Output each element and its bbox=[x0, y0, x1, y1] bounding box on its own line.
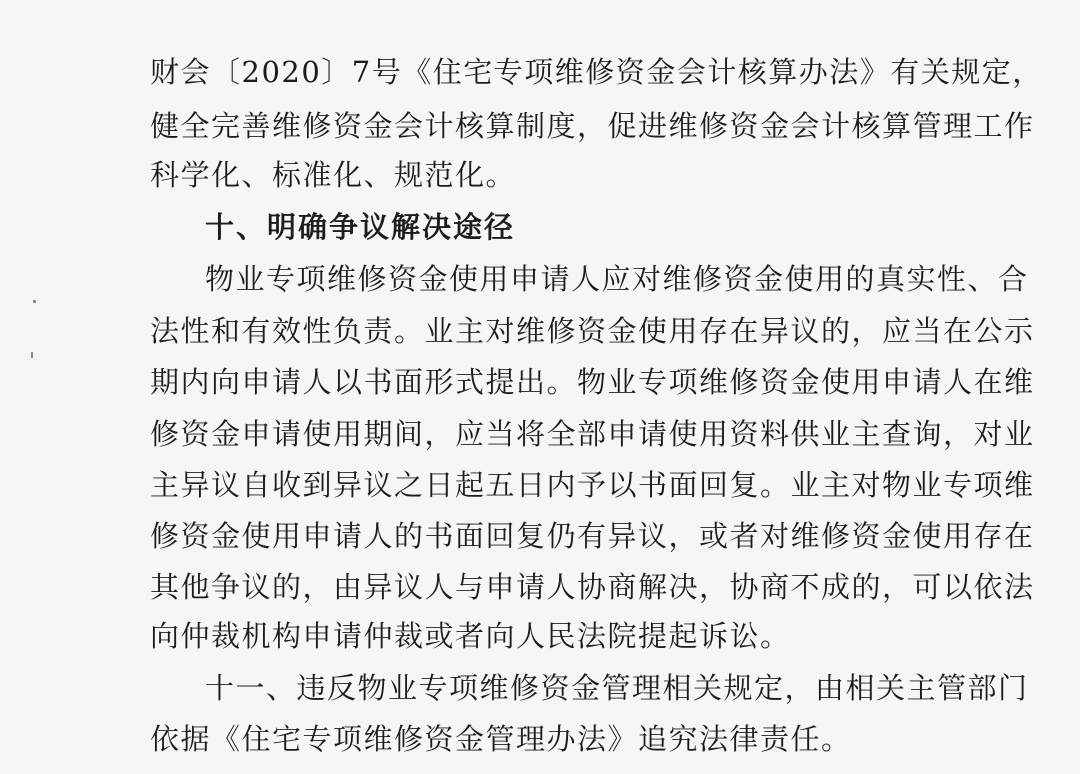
scan-speck bbox=[31, 352, 33, 358]
paragraph-line: 主异议自收到异议之日起五日内予以书面回复。业主对物业专项维 bbox=[150, 468, 1035, 502]
paragraph-line: 修资金使用申请人的书面回复仍有异议，或者对维修资金使用存在 bbox=[150, 519, 1035, 553]
paragraph-line: 健全完善维修资金会计核算制度，促进维修资金会计核算管理工作 bbox=[150, 109, 1035, 143]
paragraph-line-section-11: 十一、违反物业专项维修资金管理相关规定，由相关主管部门 bbox=[205, 671, 1029, 705]
paragraph-line: 期内向申请人以书面形式提出。物业专项维修资金使用申请人在维 bbox=[150, 365, 1035, 399]
paragraph-line: 向仲裁机构申请仲裁或者向人民法院提起诉讼。 bbox=[150, 619, 791, 653]
paragraph-line: 物业专项维修资金使用申请人应对维修资金使用的真实性、合 bbox=[205, 262, 1029, 296]
paragraph-line: 其他争议的，由异议人与申请人协商解决，协商不成的，可以依法 bbox=[150, 570, 1035, 604]
section-heading-10: 十、明确争议解决途径 bbox=[205, 210, 516, 244]
paragraph-line: 科学化、标准化、规范化。 bbox=[150, 158, 517, 192]
paragraph-line: 依据《住宅专项维修资金管理办法》追究法律责任。 bbox=[150, 722, 852, 756]
paragraph-line: 修资金申请使用期间，应当将全部申请使用资料供业主查询，对业 bbox=[150, 417, 1035, 451]
scan-speck bbox=[33, 300, 36, 303]
paragraph-line: 财会〔2020〕7号《住宅专项维修资金会计核算办法》有关规定， bbox=[150, 55, 1043, 89]
paragraph-line: 法性和有效性负责。业主对维修资金使用存在异议的，应当在公示 bbox=[150, 314, 1035, 348]
